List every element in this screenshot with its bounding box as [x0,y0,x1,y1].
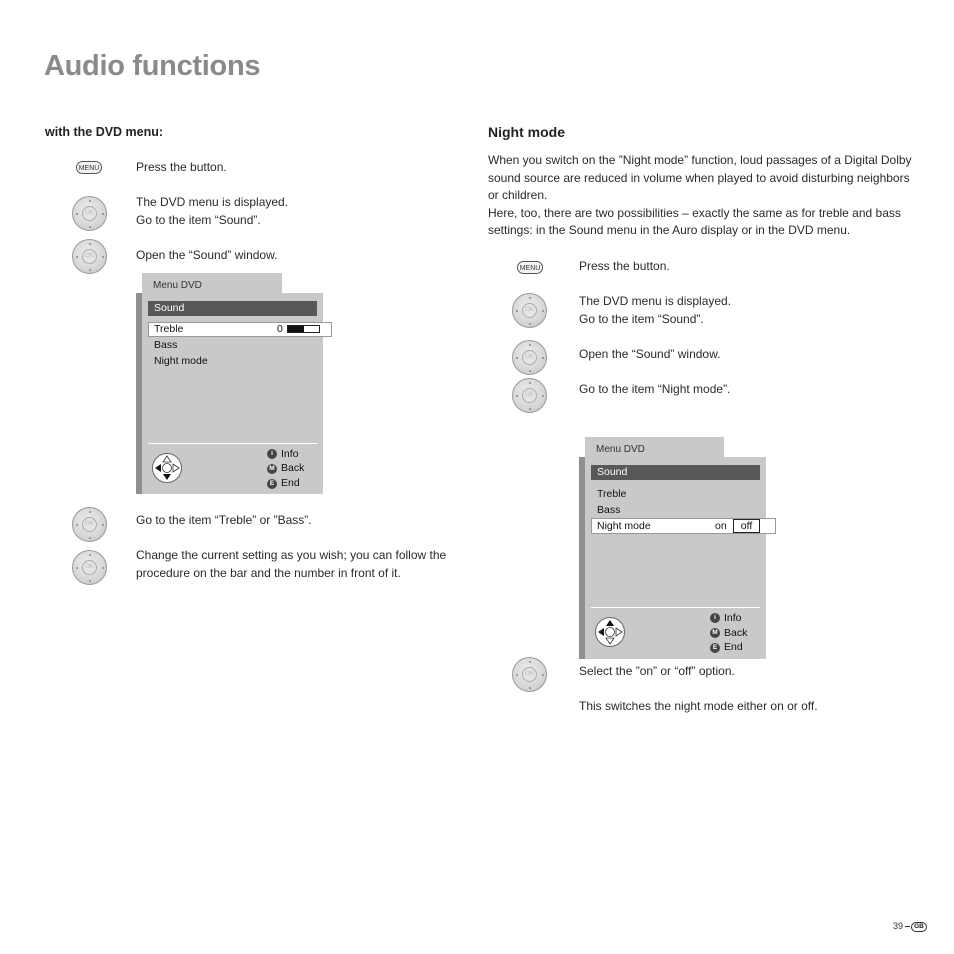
treble-level-bar [287,325,320,333]
page-number: 39 [893,921,904,931]
night-mode-description: When you switch on the ”Night mode” function, loud passages of a Digital Dolby sound source are reduced in volume when played to avoid disturbing neighbors or children. Here, too, there are two possibilities – exactly the same as for treble and bass settings: in the Sound menu in the Auro display or in the DVD menu. [488,153,912,237]
end-key-icon: E [710,643,720,653]
legend-end: End [724,641,743,653]
divider [148,443,317,444]
menu-item-bass[interactable]: Bass [597,504,621,516]
step-text: Go to the item “Night mode”. [579,382,731,396]
step-text: The DVD menu is displayed. Go to the item “Sound”. [579,294,732,326]
sound-header: Sound [591,465,760,480]
menu-tab: Menu DVD [585,437,724,457]
legend-end: End [281,477,300,489]
ok-button-icon: OK [512,340,547,375]
nav-pad-icon [595,617,625,647]
ok-button-icon: OK [512,378,547,413]
night-mode-heading: Night mode [488,124,565,140]
dvd-menu-subheading: with the DVD menu: [45,125,164,139]
ok-button-icon: OK [72,550,107,585]
country-badge: GB [911,922,927,932]
menu-item-treble[interactable]: Treble [154,323,184,335]
ok-button-icon: OK [72,196,107,231]
menu-button-icon: MENU [76,161,102,174]
step-text: Press the button. [136,160,227,174]
menu-item-night-mode[interactable]: Night mode [154,355,208,367]
info-key-icon: i [267,449,277,459]
step-text: Press the button. [579,259,670,273]
menu-item-treble[interactable]: Treble [597,488,627,500]
footer-dash [905,926,910,927]
ok-button-icon: OK [512,293,547,328]
ok-button-icon: OK [72,239,107,274]
step-text: Select the ”on” or “off” option. [579,664,735,678]
legend-back: Back [724,627,748,639]
legend-info: Info [724,612,742,624]
step-text: Open the “Sound” window. [136,248,278,262]
ok-button-icon: OK [72,507,107,542]
menu-tab: Menu DVD [142,273,282,293]
closing-text: This switches the night mode either on or off. [579,699,818,713]
step-text: Go to the item “Treble” or ”Bass”. [136,513,312,527]
step-text: Change the current setting as you wish; you can follow the procedure on the bar and the number in front of it. [136,548,447,580]
legend-back: Back [281,462,305,474]
night-mode-state: on [715,520,727,532]
menu-button-icon: MENU [517,261,543,274]
nav-pad-icon [152,453,182,483]
end-key-icon: E [267,479,277,489]
sound-header: Sound [148,301,317,316]
back-key-icon: M [710,628,720,638]
menu-item-bass[interactable]: Bass [154,339,178,351]
page-title: Audio functions [44,50,261,82]
ok-button-icon: OK [512,657,547,692]
treble-value: 0 [277,323,283,335]
step-text: The DVD menu is displayed. Go to the item “Sound”. [136,195,289,227]
back-key-icon: M [267,464,277,474]
menu-item-night-mode[interactable]: Night mode [597,520,651,532]
night-mode-option[interactable]: off [733,519,760,533]
divider [591,607,760,608]
step-text: Open the “Sound” window. [579,347,721,361]
legend-info: Info [281,448,299,460]
info-key-icon: i [710,613,720,623]
